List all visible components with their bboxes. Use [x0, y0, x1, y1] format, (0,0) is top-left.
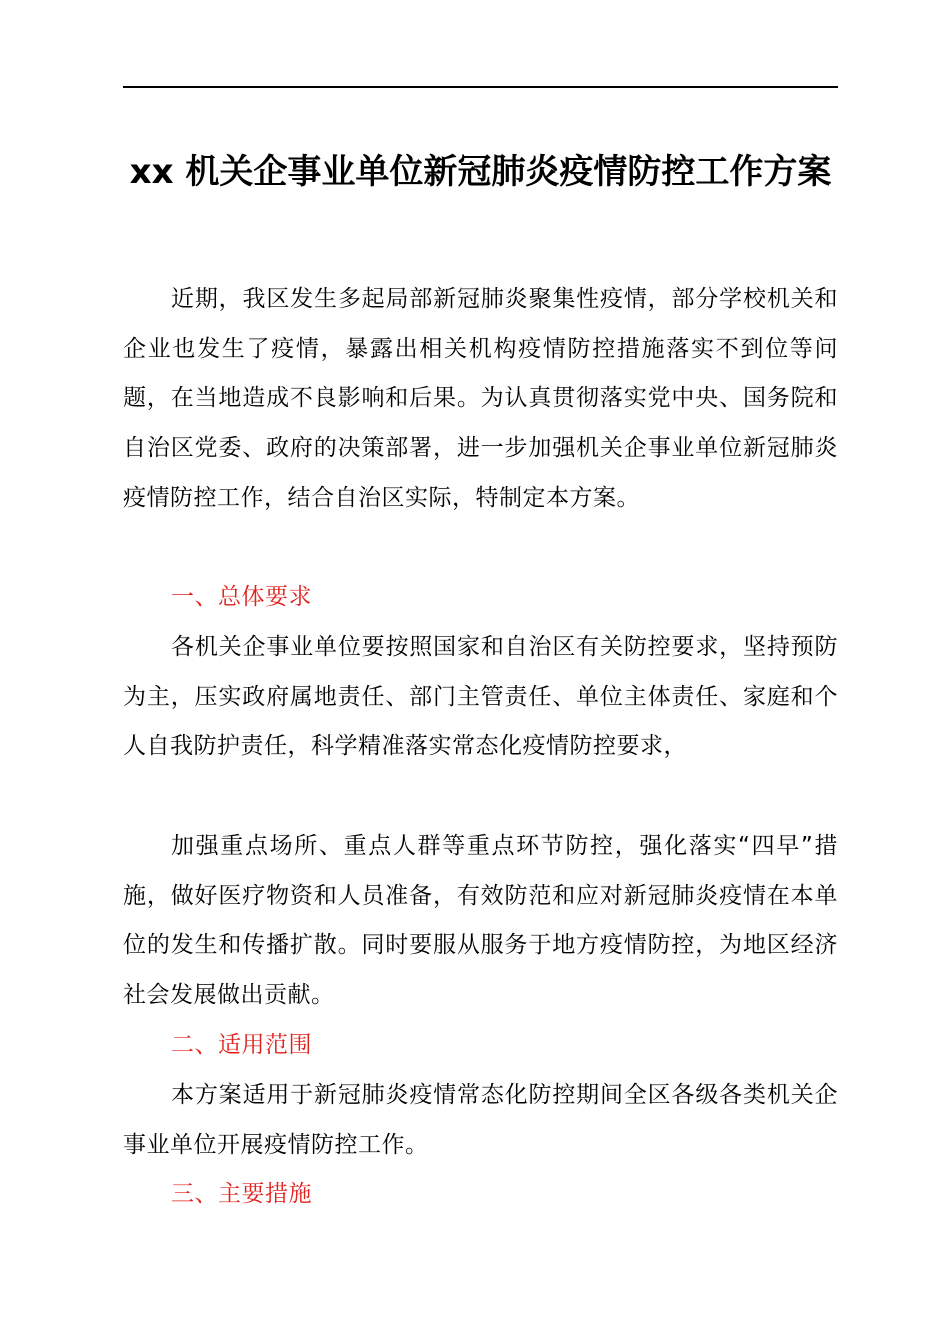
scope-paragraph: 本方案适用于新冠肺炎疫情常态化防控期间全区各级各类机关企事业单位开展疫情防控工作。	[123, 1082, 838, 1158]
intro-paragraph: 近期，我区发生多起局部新冠肺炎聚集性疫情，部分学校机关和企业也发生了疫情，暴露出相关机构疫情防控措施落实不到位等问题，在当地造成不良影响和后果。为认真贯彻落实党中央、国务院和自治区党委、政府的决策部署，进一步加强机关企事业单位新冠肺炎疫情防控工作，结合自治区实际，特制定本方案。	[123, 286, 838, 511]
section-heading-general-requirements: 一、总体要求	[171, 584, 312, 610]
section-heading-scope: 二、适用范围	[171, 1032, 312, 1058]
general-requirements-paragraph-2: 加强重点场所、重点人群等重点环节防控，强化落实“四早”措施，做好医疗物资和人员准备，有效防范和应对新冠肺炎疫情在本单位的发生和传播扩散。同时要服从服务于地方疫情防控，为地区经济社会发展做出贡献。	[123, 833, 838, 1009]
general-requirements-paragraph-1: 各机关企事业单位要按照国家和自治区有关防控要求，坚持预防为主，压实政府属地责任、部门主管责任、单位主体责任、家庭和个人自我防护责任，科学精准落实常态化疫情防控要求，	[123, 634, 838, 760]
header-rule	[123, 86, 838, 88]
document-title: xx 机关企事业单位新冠肺炎疫情防控工作方案	[129, 152, 832, 192]
section-heading-main-measures: 三、主要措施	[171, 1181, 312, 1207]
